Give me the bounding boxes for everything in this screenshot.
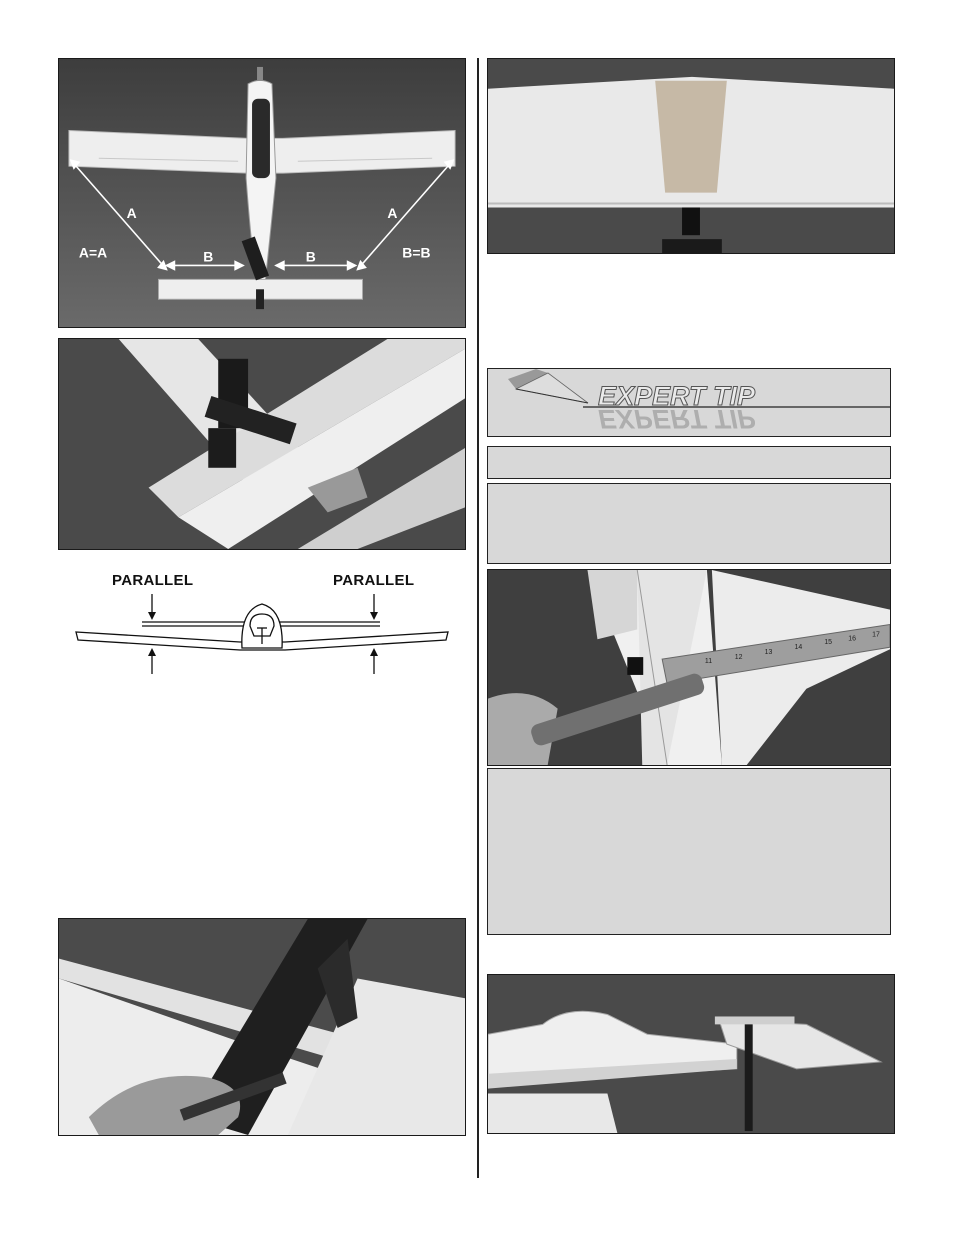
photo-wing-center (487, 58, 895, 254)
svg-text:17: 17 (872, 631, 880, 639)
label-a-right: A (387, 204, 398, 221)
label-b-equals-b: B=B (402, 244, 431, 261)
label-b-left: B (203, 248, 214, 265)
photo-marking-stab (58, 918, 466, 1136)
expert-tip-reflection: EXPERT TIP (598, 404, 756, 434)
tip-heading-box (487, 446, 891, 479)
photo-fuselage-side (487, 974, 895, 1134)
column-divider (477, 58, 479, 1178)
expert-tip-banner (487, 368, 891, 437)
svg-text:14: 14 (794, 644, 803, 652)
parallel-alignment-diagram (70, 570, 455, 680)
expert-tip-title: EXPERT TIP (598, 381, 756, 411)
photo-ruler-measurement (487, 569, 891, 766)
hobby-knife-icon (508, 369, 588, 403)
tip-text-box (487, 483, 891, 564)
svg-text:11: 11 (704, 658, 713, 666)
tip-text-box-2 (487, 768, 891, 935)
svg-text:16: 16 (848, 635, 856, 643)
parallel-label-right: PARALLEL (333, 572, 415, 589)
label-a-equals-a: A=A (78, 244, 108, 261)
svg-text:12: 12 (734, 654, 743, 662)
svg-text:15: 15 (824, 639, 833, 647)
photo-stab-clamp (58, 338, 466, 550)
svg-text:13: 13 (764, 649, 773, 657)
parallel-label-left: PARALLEL (112, 572, 194, 589)
photo-wing-stab-alignment (58, 58, 466, 328)
label-a-left: A (126, 204, 137, 221)
label-b-right: B (305, 248, 316, 265)
